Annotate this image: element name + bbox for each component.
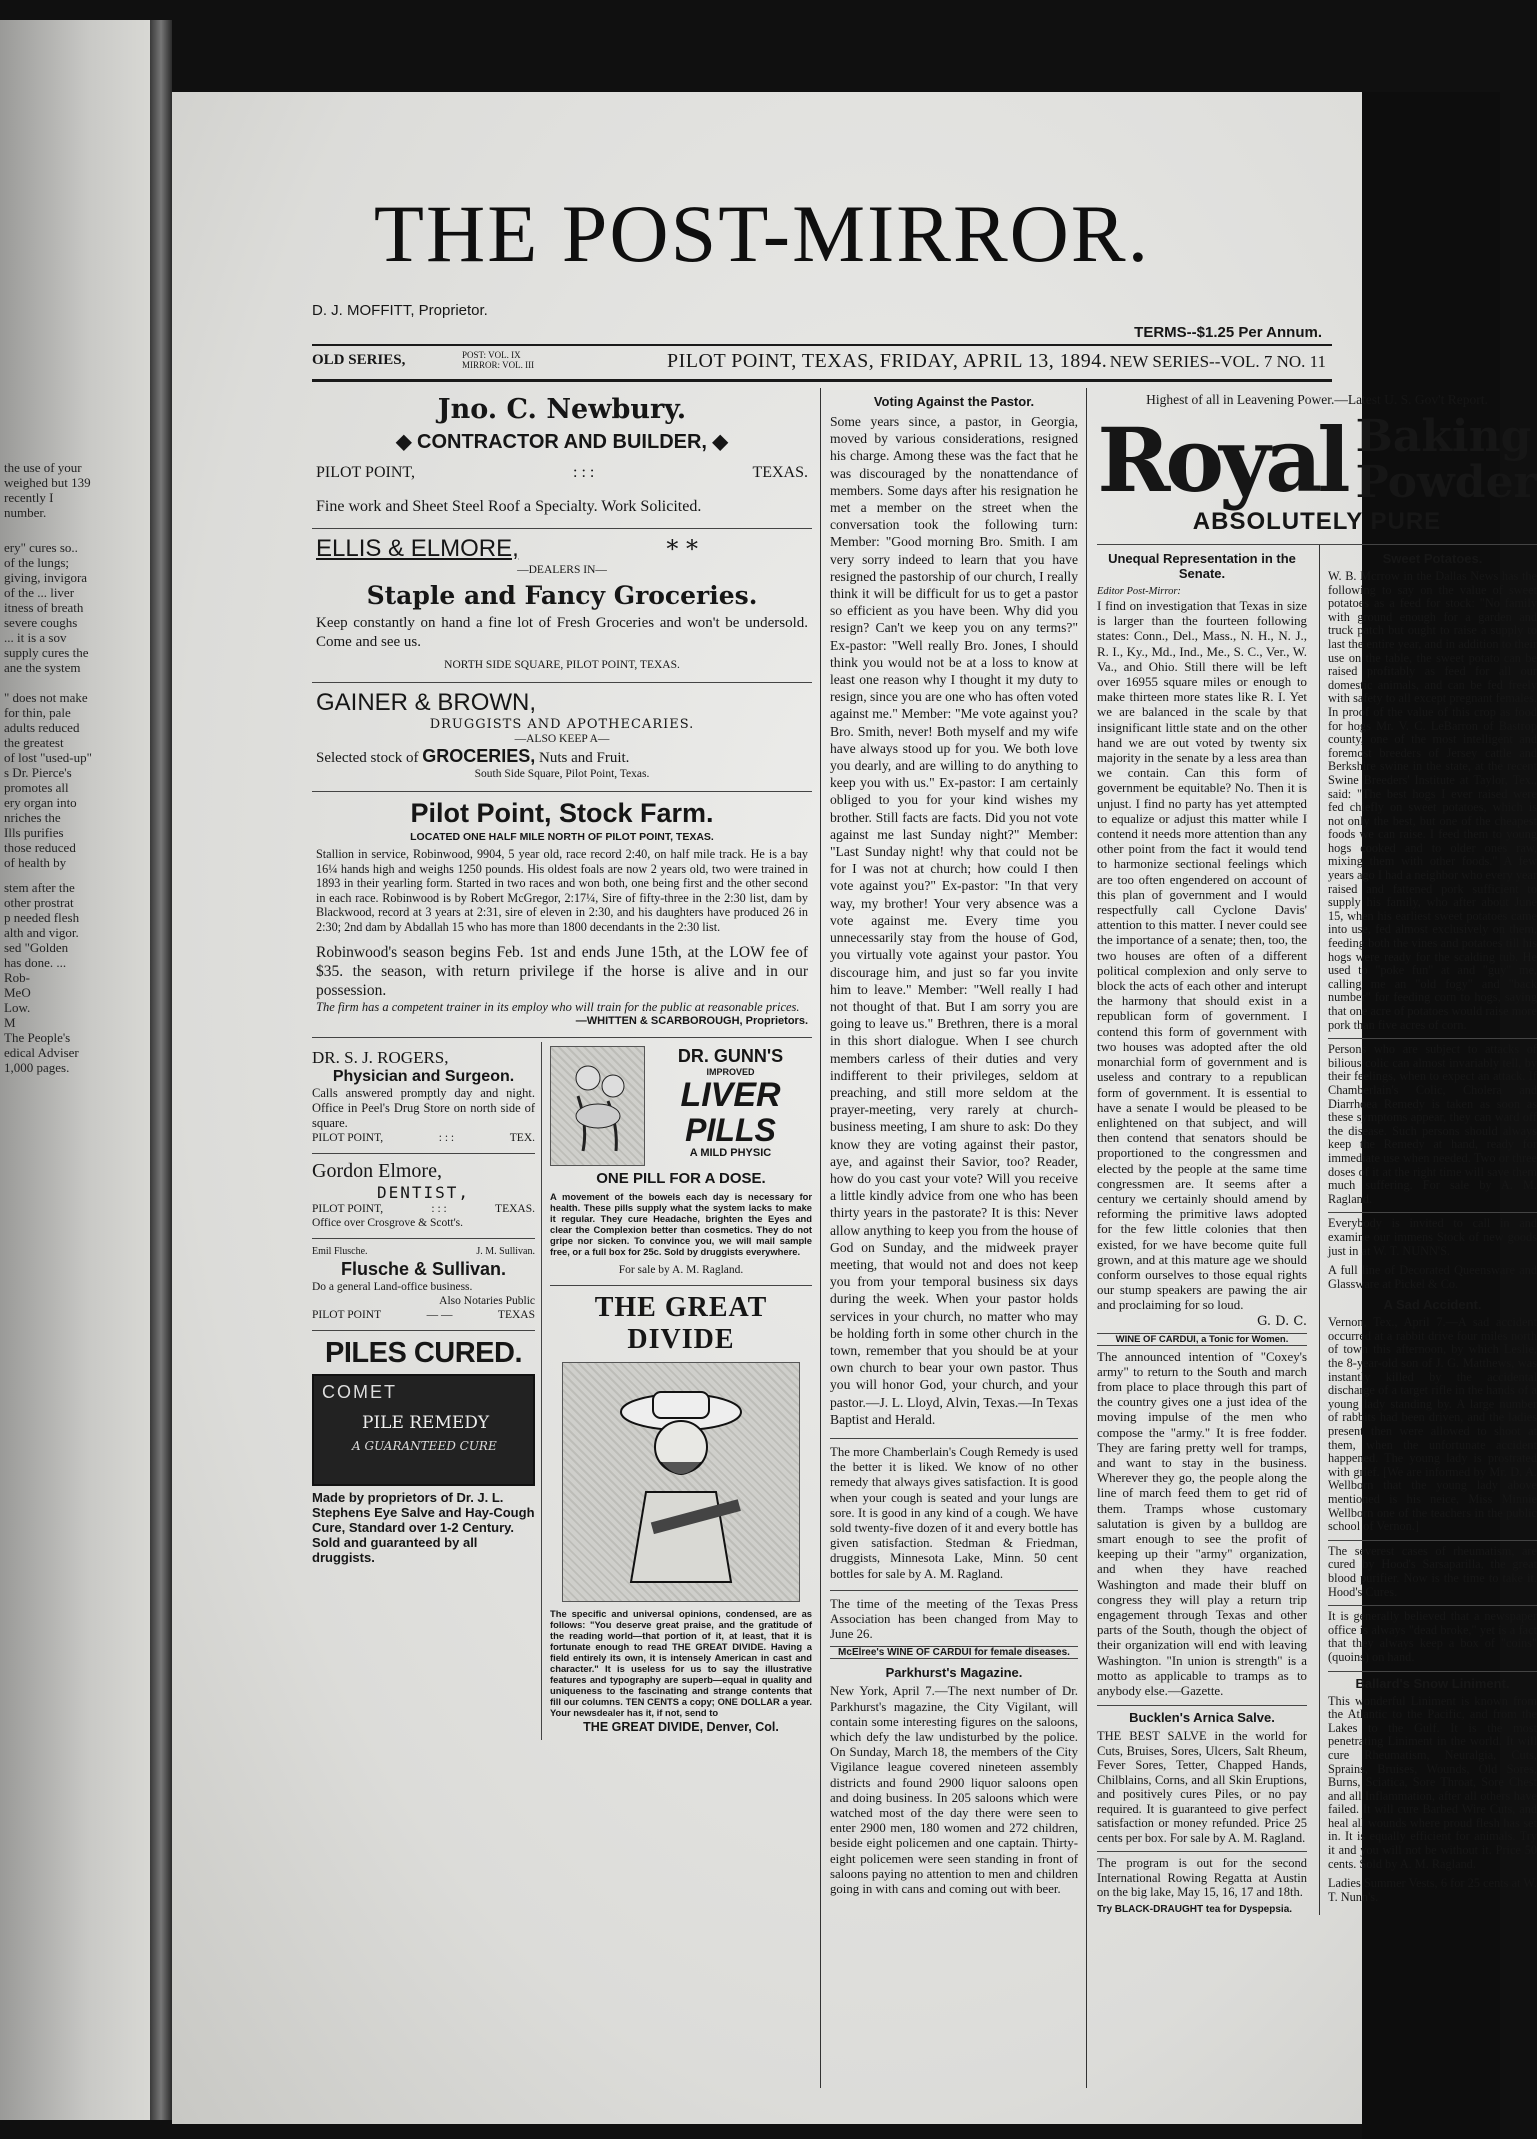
stock-farm-season: Robinwood's season begins Feb. 1st and ends June 15th, at the LOW fee of $35. the season, with return privilege if the horse is alive and in our possession. xyxy=(316,943,808,999)
diamond-icon: ◆ xyxy=(707,431,728,453)
ad-flusche xyxy=(312,1239,535,1331)
previous-page-fragment xyxy=(0,20,150,2120)
old-series: OLD SERIES, xyxy=(312,352,406,368)
elmore-state: TEXAS. xyxy=(495,1202,535,1215)
rogers-name: DR. S. J. ROGERS, xyxy=(312,1047,449,1067)
flusche-text-1: Do a general Land-office business. xyxy=(312,1280,473,1293)
divide-text: The specific and universal opinions, condensed, are as follows: "You deserve great praise, and the gratitude of the reading world—that portion of it, at least, that it is fortunate enough to read THE GREAT DIVIDE. Having a field entirely its own, it is intensely American in cast and character." It is useless for us to say the illustrative features and typography are superb—equal in quality and uniqueness to the fascinating and strange contents that fill our columns. TEN CENTS a copy; ONE DOLLAR a year. Your newsdealer has it, if not, send to xyxy=(550,1607,812,1718)
ad-royal-baking-powder xyxy=(1097,388,1537,545)
stock-farm-trainer: The firm has a competent trainer in its employ who will train for the public at reasonable prices. xyxy=(316,999,800,1014)
masthead-rule-bottom xyxy=(312,379,1332,382)
gainer-text-b: GROCERIES, xyxy=(422,746,536,766)
elmore-separators: : : : xyxy=(431,1202,447,1215)
article-heading-arnica: Bucklen's Arnica Salve. xyxy=(1097,1705,1307,1725)
left-fragment-2: ery" cures so.. of the lungs; giving, invigora of the ... liver itness of breath severe coughs ... it is a sov supply cures the ane the system xyxy=(4,540,89,675)
item-queensware: A full line of Decorated Queensware and Glassware at Pickel & Co. xyxy=(1328,1263,1537,1291)
flusche-dash: — — xyxy=(426,1308,453,1321)
item-hoods-sarsaparilla: The severest cases of rheumatism, are cured by Hood's Sarsaparilla, the great blood purifier. Now is the time to take it. Hood's Cures. xyxy=(1328,1543,1537,1599)
ellis-text: Keep constantly on hand a fine lot of Fresh Groceries and won't be undersold. Come and see us. xyxy=(316,615,808,650)
divide-address: THE GREAT DIVIDE, Denver, Col. xyxy=(583,1719,779,1734)
elmore-office: Office over Crosgrove & Scott's. xyxy=(312,1216,464,1229)
flusche-partner-1: Emil Flusche. xyxy=(312,1245,368,1257)
newspaper-title: THE POST-MIRROR. xyxy=(373,188,1151,279)
newbury-trade: CONTRACTOR AND BUILDER, xyxy=(417,431,707,453)
column-three-right xyxy=(1319,545,1537,1915)
baking-word: Baking xyxy=(1355,411,1532,462)
elmore-name: Gordon Elmore, xyxy=(312,1159,442,1182)
ellis-address: NORTH SIDE SQUARE, PILOT POINT, TEXAS. xyxy=(444,659,680,671)
item-black-draught: Try BLACK-DRAUGHT tea for Dyspepsia. xyxy=(1097,1903,1293,1915)
column-three xyxy=(1097,388,1537,1915)
newbury-town: PILOT POINT, xyxy=(316,464,415,481)
newbury-name: Jno. C. Newbury. xyxy=(437,394,687,425)
item-bilious-colic: Persons who are subject to attacks of bilious colic can almost invariably tell, by their feelings, when to expect an attack. If Chamberlain's Colic, Cholera and Diarrhoea Remedy is taken as soon as these symptoms appear, they can ward off the disease. Such persons should always keep the Remedy at hand, ready for immediate use when needed. Two or three doses of it at the right time will save them much suffering. For sale by A. M. Ragland. xyxy=(1328,1042,1537,1206)
article-coxey-army: The announced intention of "Coxey's army" to return to the South and march from place to place through this part of the country gives one a just idea of the moving impulse of the men who compose the "army." It is free fodder. They are faring pretty well for tramps, and want to stay in the business. Wherever they go, the people along the line of march feed them to get rid of them. Tramps whose customary salutation is given by a bulldog are smart enough to see the profit of keeping up their "army" organization, and when they have reached Washington and made their bluff on congress they will play a return trip engagement through Texas and other parts of the South, though the object of their organization will end with leaving Washington. "In union is strength" is a motto as applicable to tramps as to anybody else.—Gazette. xyxy=(1097,1349,1307,1699)
ad-subcolumn-left xyxy=(312,1042,542,1740)
gunn-pills: PILLS xyxy=(685,1111,776,1148)
binding-gutter xyxy=(150,20,172,2120)
ad-rogers xyxy=(312,1042,535,1154)
new-series: NEW SERIES--VOL. 7 NO. 11 xyxy=(1109,352,1326,371)
piles-name: PILE REMEDY xyxy=(362,1412,490,1433)
old-series-volumes: POST: VOL. IX MIRROR: VOL. III xyxy=(462,350,535,370)
diamond-icon: ◆ xyxy=(396,431,417,453)
left-fragment-3: " does not make for thin, pale adults reduced the greatest of lost "used-up" s Dr. Pierce's promotes all ery organ into nriches the Ills purifies those reduced of health by xyxy=(4,690,92,870)
divide-title: THE GREAT DIVIDE xyxy=(594,1291,768,1355)
stock-farm-location: LOCATED ONE HALF MILE NORTH OF PILOT POINT, TEXAS. xyxy=(410,831,714,843)
article-heading-sweet-potatoes: Sweet Potatoes. xyxy=(1382,551,1483,566)
rogers-title: Physician and Surgeon. xyxy=(332,1067,515,1085)
ad-ellis-elmore xyxy=(312,529,812,683)
item-cardui-tonic: WINE OF CARDUI, a Tonic for Women. xyxy=(1097,1333,1307,1346)
gainer-text-c: Nuts and Fruit. xyxy=(539,750,630,766)
ad-elmore xyxy=(312,1154,535,1239)
ad-great-divide xyxy=(550,1286,812,1740)
proprietor-line: D. J. MOFFITT, Proprietor. xyxy=(312,302,488,319)
ellis-dealers: —DEALERS IN— xyxy=(517,564,607,576)
rogers-state: TEX. xyxy=(509,1131,535,1144)
terms-line: TERMS--$1.25 Per Annum. xyxy=(1134,324,1322,341)
article-ballard-body: This wonderful Liniment is known from the Atlantic to the Pacific, and from the Lakes to the Gulf. It is the most penetrating Liniment in the world. It will cure Rheumatism, Neuralgia, Cuts, Sprains, Bruises, Wounds, Old Sores, Burns, Sciatica, Sore Throat, Sore Chest and all Inflammation, after all others have failed. It will cure Barbed Wire Cuts, and heal all wounds where proud flesh has set in. It is equally efficient for animals. Try it and you will not be without it. Price 50 cents. Sold by A. M. Ragland. xyxy=(1328,1693,1537,1871)
article-voting-body: Some years since, a pastor, in Georgia, moved by various considerations, resigned his charge. Among these was the fact that he was discouraged by the nonattendance of members. Some days after his resignation he met a member on the street when the conversation took the following turn: Member: "Good morning Bro. Smith. I am very sorry indeed to learn that you have resigned the pastorship of our church, I really think it will be difficult for us to get a pastor so efficient as you have been. Why did you resign? Can't we keep you on any terms?" Ex-pastor: "Well really Bro. Jones, I should think you would not be at a loss to know at least one reason why I thought it my duty to resign, since you are one who has often voted against me." Member: "Me vote against you? Bro. Smith, never! Both myself and my wife have always stood up for you. We both love you dearly, and are willing to do anything to keep you with us." Ex-pastor: I am certainly obliged to you for your kind wishes my brother. Still facts are facts. Did you not vote against me last Sunday night?" Member: "Last Sunday night! why that could not be for I was not at church; how could I then vote against you?" Ex-pastor: "In that very way, my brother! Your very absence was a vote against me. Every time you unnecessarily stay from the house of God, you virtually vote against your pastor. You discourage him, and just so far you invite him to leave." Member: "Well really I had not thought of that. But I am sorry you are going to leave us." Brethren, there is a moral in this short dialogue. When I see church members carless of their duties and very indifferent to their privileges, seldom at preaching, and still more seldom at the prayer-meeting, very rarely at church-business meeting, I am shure to ask: Do they know they are voting against their pastor, aye, and against their Savior, too? Reader, how do you cast your vote? Will you receive a little kindly advice from one who has been thirty years in the pastorate? It is this: Never allow anything to keep you from the house of God on Sunday, and the midweek prayer meeting, that would not and does not keep you from your temporal business six days during the week. When your pastor holds services in your church, no matter who may be holding forth in some other church in the town, remember that you should be at your own church to bear your own pastor. Thus you will honor God, your church, and your pastor.—J. L. Lloyd, Alvin, Texas.—In Texas Baptist and Herald. xyxy=(830,414,1079,1427)
item-summer-vests: Ladies Summer Vests, 6 for 25 cents at W. T. Nunn's. xyxy=(1328,1876,1537,1904)
left-fragment-4: stem after the other prostrat p needed flesh alth and vigor. sed "Golden has done. ... Rob- MeO Low. M The People's edical Adviser 1,000 pages. xyxy=(4,880,80,1075)
rogers-town: PILOT POINT, xyxy=(312,1131,384,1144)
piles-brand: COMET xyxy=(322,1381,397,1402)
stock-farm-title: Pilot Point, Stock Farm. xyxy=(410,798,714,828)
flusche-town: PILOT POINT xyxy=(312,1308,382,1321)
article-senate-signature: G. D. C. xyxy=(1256,1313,1307,1329)
article-arnica-body: THE BEST SALVE in the world for Cuts, Bruises, Sores, Ulcers, Salt Rheum, Fever Sores, Tetter, Chapped Hands, Chilblains, Corns, and all Skin Eruptions, and positively cures Piles, or no pay required. It is guaranteed to give perfect satisfaction or money refunded. Price 25 cents per box. For sale by A. M. Ragland. xyxy=(1097,1729,1307,1845)
ad-piles xyxy=(312,1331,535,1571)
item-newspaper-quoins: It is generally believed that a newspaper office is always "dead broke," yet is a fact that they always keep a box of "coins" (quoins) on hand. xyxy=(1328,1609,1537,1664)
article-senate-body: I find on investigation that Texas in size is larger than the fourteen following states: Conn., Del., Mass., N. H., N. J., R. I., Ky., Md., Ind., Me., S. C., Ver., W. Va., and Ohio. Still there will be left over 16955 square miles or enough to make thirteen more states like R. I. Yet we are balanced in the scale by that insignificant little state and on the other hand we are out voted by twenty six majority in the senate by a less area than we contain. Can this form of government be equitable? No. Then it is unjust. I find no party has yet attempted to equalize or adjust this matter while I contend it needs more attention than any other point from the fact it would tend to harmonize sectional feelings which are too often engendered on account of this plan of government and I would respectfully call Cyclone Davis' attention to this matter. I never could see the importance of a senate; then, too, the two houses are often of a different political complexion and only serve to block the acts of each other and interupt the harmony that should exist in a republican form of government. I contend this form of government with two houses was adopted after the old monarchial form of government and is useless and contrary to a republican form of government. It is essential to have a senate I would be pleased to be enlightened on that subject, and will then contend that senators should be proportioned to the congressmen and elected by the people at the same time congressmen are. It seems after a century we certainly should amend by reforming the primitive laws adopted for the few little colonies that then existed, for we have become quite full grown, and at this mature age we should conform ourselves to those equal rights our stump speakers are pawing the air and proclaiming for so loud. xyxy=(1097,599,1307,1313)
gunn-improved: IMPROVED xyxy=(706,1066,755,1077)
star-icons: * * xyxy=(666,535,698,563)
rogers-separators: : : : xyxy=(438,1131,455,1144)
piles-label-box xyxy=(312,1374,535,1486)
elmore-town: PILOT POINT, xyxy=(312,1202,384,1215)
ad-gunns-pills xyxy=(550,1042,812,1286)
ad-newbury xyxy=(312,388,812,529)
column-advertisements xyxy=(312,388,812,1740)
gainer-trade: DRUGGISTS AND APOTHECARIES. xyxy=(429,717,695,732)
ad-gainer-brown xyxy=(312,683,812,792)
article-heading-parkhurst: Parkhurst's Magazine. xyxy=(885,1665,1023,1681)
gainer-name: GAINER & BROWN, xyxy=(316,689,537,716)
dateline: PILOT POINT, TEXAS, FRIDAY, APRIL 13, 1894. xyxy=(667,350,1108,372)
ad-stock-farm xyxy=(312,792,812,1038)
left-fragment-1: the use of your weighed but 139 recently I number. xyxy=(4,460,91,520)
item-rowing-regatta: The program is out for the second International Rowing Regatta at Austin on the big lake, May 15, 16, 17 and 18th. xyxy=(1097,1856,1307,1900)
newbury-text: Fine work and Sheet Steel Roof a Specialty. Work Solicited. xyxy=(316,498,702,515)
absolutely-pure: ABSOLUTELY PURE xyxy=(1192,508,1442,535)
column-two xyxy=(830,388,1078,1897)
article-heading-sad-accident: A Sad Accident. xyxy=(1383,1297,1482,1313)
column-three-left xyxy=(1097,545,1307,1915)
article-heading-ballard: Ballard's Snow Liniment. xyxy=(1328,1671,1537,1691)
masthead-rule-top xyxy=(312,344,1332,346)
article-heading-voting: Voting Against the Pastor. xyxy=(873,394,1035,409)
flusche-partner-2: J. M. Sullivan. xyxy=(476,1245,535,1257)
newbury-separators: : : : xyxy=(573,464,595,481)
item-wine-cardui: McElree's WINE OF CARDUI for female diseases. xyxy=(830,1646,1078,1659)
stock-farm-text: Stallion in service, Robinwood, 9904, 5 year old, race record 2:40, on half mile track. He is a bay 16¼ hands high and weighs 1250 pounds. His oldest foals are now 2 years old, two were trained in 1893 in their yearling form. Started in two races and won both, one being first and the other second in each race. Robinwood is by Robert McGregor, 2:17¼, Sire of fifty-three in the 2:30 list, dam by Blackwood, record at 3 years at 2:31, sire of eleven in 2:30, and his daughters have produced 26 in 2:30; 2nd dam by Abdallah 15 who has more than 1800 decendants in the 2:30 list. xyxy=(316,847,808,934)
royal-word: Royal xyxy=(1097,408,1346,512)
gunn-dose: ONE PILL FOR A DOSE. xyxy=(596,1169,766,1187)
gunn-name: DR. GUNN'S xyxy=(677,1045,784,1066)
gunn-text: A movement of the bowels each day is necessary for health. These pills supply what the system lacks to make it regular. They cure Headache, brighten the Eyes and clear the Complexion better than cosmetics. They do not gripe nor sicken. To convince you, we will mail sample free, or a full box for 25c. Sold by druggists everywhere. xyxy=(550,1190,812,1257)
flusche-name: Flusche & Sullivan. xyxy=(340,1258,507,1279)
item-press-association: The time of the meeting of the Texas Press Association has been changed from May to June 26. xyxy=(830,1596,1078,1642)
newbury-state: TEXAS. xyxy=(752,464,808,481)
article-sweet-potatoes-body: W. B. Mcrrow in the Dallas News has the following to say on the value of sweet potatoes as a feed for stock: "No family with ground enough for a garden and truck patch but ought to raise a supply to last the entire year, and in addition to their use on the table, the sweet potato can be raised profitably as feed for all our domestic animals, and can be fed freely with safety to all except pregnant females. In proof of the value of this crop as food for hogs Mr. V. C. LeBarron of Bastrop county, one of the most intelligent and foremost breeders of Jersey cattle and Berkshire swine in the state, at the recent Swine Breeders' Institute at Taylor, Tex., said: "The best hogs I ever raised were fed chiefly on sweet potatoes, which is not only the best, but one of the cheapest foods we can raise. I feed them to young hogs cooked and to older ones raw, mixing them with other foods." A few years ago I had a neighbor who every year raised and fattened pork sufficient to supply his family, who after about June 15, when his earliest sweet potatoes came into use, fed almost exclusively on them, feeding both the vines and potatoes till his hogs were ready for the scalding tub. He used to "poke fun" at and "guy" me, calling me an "old fogy" and "back number" for feeding corn to hogs, saying that one acre of potatoes would raise more pork than five acres of corn. xyxy=(1328,569,1537,1032)
stock-farm-proprietors: —WHITTEN & SCARBOROUGH, Proprietors. xyxy=(575,1014,808,1027)
gainer-also: —ALSO KEEP A— xyxy=(514,733,610,745)
gainer-address: South Side Square, Pilot Point, Texas. xyxy=(474,768,650,780)
gunn-sold: For sale by A. M. Ragland. xyxy=(618,1263,744,1276)
powder-word: Powder xyxy=(1355,457,1537,508)
gunn-mild: A MILD PHYSIC xyxy=(689,1146,772,1159)
ad-subcolumn-right xyxy=(542,1042,812,1740)
item-chamberlain-cough: The more Chamberlain's Cough Remedy is used the better it is liked. We know of no other remedy that always gives satisfaction. It is good when your cough is seated and your lungs are sore. It is good in any kind of a cough. We have sold twenty-five dozen of it and every bottle has given satisfaction. Stedman & Friedman, druggists, Minnesota Lake, Minn. 50 cent bottles for sale by A. M. Ragland. xyxy=(830,1444,1078,1581)
prospector-icon xyxy=(591,1372,771,1592)
dateline-bar xyxy=(312,350,1332,376)
newspaper-page xyxy=(172,92,1537,2124)
cherub-illustration xyxy=(550,1046,645,1166)
gainer-text-a: Selected stock of xyxy=(316,750,419,766)
ad-grid xyxy=(312,1042,812,1740)
article-heading-senate: Unequal Representation in the Senate. xyxy=(1108,551,1296,581)
prospector-illustration xyxy=(562,1362,800,1602)
cherub-icon xyxy=(558,1056,638,1156)
column-rule-1 xyxy=(820,388,821,2088)
column-rule-2 xyxy=(1086,388,1087,2088)
gunn-liver: LIVER xyxy=(680,1075,781,1114)
elmore-title: DENTIST, xyxy=(376,1182,471,1202)
royal-top: Highest of all in Leavening Power.—Latest U. S. Gov't Report. xyxy=(1146,392,1488,407)
flusche-text-2: Also Notaries Public xyxy=(439,1294,535,1307)
piles-tag: A GUARANTEED CURE xyxy=(352,1438,497,1453)
ellis-goods: Staple and Fancy Groceries. xyxy=(366,581,758,610)
item-nunn-stock: Everybody is invited to call in and examine our immens Stock of new goods just in at W. T. NUNN'S. xyxy=(1328,1216,1537,1258)
ellis-name: ELLIS & ELMORE, xyxy=(316,535,519,562)
piles-text: Made by proprietors of Dr. J. L. Stephens Eye Salve and Hay-Cough Cure, Standard over 1-2 Century. Sold and guaranteed by all druggists. xyxy=(312,1489,535,1565)
piles-title: PILES CURED. xyxy=(324,1336,523,1369)
article-parkhurst-body: New York, April 7.—The next number of Dr. Parkhurst's magazine, the City Vigilant, will contain some interesting figures on the saloons, which defy the law undisturbed by the police. On Sunday, March 18, the members of the City Vigilance league covered nineteen assembly districts and found 2900 liquor saloons open and doing business. In 205 saloons which were watched most of the day there were seen to enter 2900 men, 180 women and 272 children, beside eight policemen and one captain. Thirty-eight policemen were seen standing in front of saloons paying no attention to men and children going in with cans and coming out with beer. xyxy=(830,1684,1078,1897)
rogers-text: Calls answered promptly day and night. Office in Peel's Drug Store on north side of square. xyxy=(312,1085,535,1130)
article-sad-accident-body: Vernon, Tex., April 7.—A sad accident occurred at a rabbit drive four miles north of town this afternoon, by which Leslie, the 8-year-old son of J. G. Matthews, was instantly killed by the accidental discharge of a target rifle in the hands of a young lady standing by. A large number of rabbits had been driven, and the ladies present then were allowed to shoot at them, when the unfortunate accident happened. The young lady is prostrated with grief. [We are informed by Mr. D. A. Wellborn that the young lady above mentioned is his neice, Miss Minnie Wellborn one of the teachers in the public school of Vernon.] xyxy=(1328,1315,1537,1534)
editor-salutation: Editor Post-Mirror: xyxy=(1097,586,1181,597)
flusche-state: TEXAS xyxy=(497,1308,535,1321)
